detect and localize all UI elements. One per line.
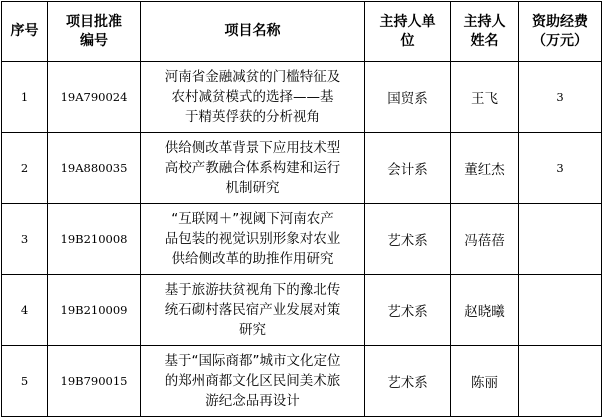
header-title: 项目名称	[141, 2, 365, 62]
cell-title: “互联网＋”视阈下河南农产 品包装的视觉识别形象对农业 供给侧改革的助推作用研究	[141, 204, 365, 275]
cell-fund	[519, 275, 602, 346]
cell-code: 19A880035	[48, 133, 141, 204]
table-row	[2, 133, 602, 204]
header-code: 项目批准 编号	[48, 2, 141, 62]
cell-host: 王飞	[451, 62, 519, 133]
cell-code: 19B210008	[48, 204, 141, 275]
cell-unit: 艺术系	[365, 275, 451, 346]
cell-unit: 艺术系	[365, 204, 451, 275]
cell-fund	[519, 346, 602, 417]
cell-host: 赵晓曦	[451, 275, 519, 346]
cell-code: 19B210009	[48, 275, 141, 346]
cell-code: 19B790015	[48, 346, 141, 417]
header-fund: 资助经费 （万元）	[519, 2, 602, 62]
cell-no: 4	[2, 275, 48, 346]
cell-unit: 会计系	[365, 133, 451, 204]
header-row	[2, 2, 602, 62]
header-host: 主持人 姓名	[451, 2, 519, 62]
cell-code: 19A790024	[48, 62, 141, 133]
cell-title: 供给侧改革背景下应用技术型 高校产教融合体系构建和运行 机制研究	[141, 133, 365, 204]
cell-title: 河南省金融减贫的门槛特征及 农村减贫模式的选择——基 于精英俘获的分析视角	[141, 62, 365, 133]
table-row	[2, 346, 602, 417]
cell-title: 基于“国际商都”城市文化定位 的郑州商都文化区民间美术旅 游纪念品再设计	[141, 346, 365, 417]
cell-host: 冯蓓蓓	[451, 204, 519, 275]
cell-unit: 艺术系	[365, 346, 451, 417]
cell-host: 董红杰	[451, 133, 519, 204]
cell-no: 2	[2, 133, 48, 204]
cell-title: 基于旅游扶贫视角下的豫北传 统石砌村落民宿产业发展对策 研究	[141, 275, 365, 346]
table-row	[2, 275, 602, 346]
cell-no: 1	[2, 62, 48, 133]
table-row	[2, 204, 602, 275]
cell-no: 5	[2, 346, 48, 417]
cell-host: 陈丽	[451, 346, 519, 417]
cell-fund: 3	[519, 133, 602, 204]
header-unit: 主持人单 位	[365, 2, 451, 62]
table-row	[2, 62, 602, 133]
cell-no: 3	[2, 204, 48, 275]
cell-unit: 国贸系	[365, 62, 451, 133]
header-no: 序号	[2, 2, 48, 62]
cell-fund: 3	[519, 62, 602, 133]
cell-fund	[519, 204, 602, 275]
project-table	[1, 1, 602, 417]
